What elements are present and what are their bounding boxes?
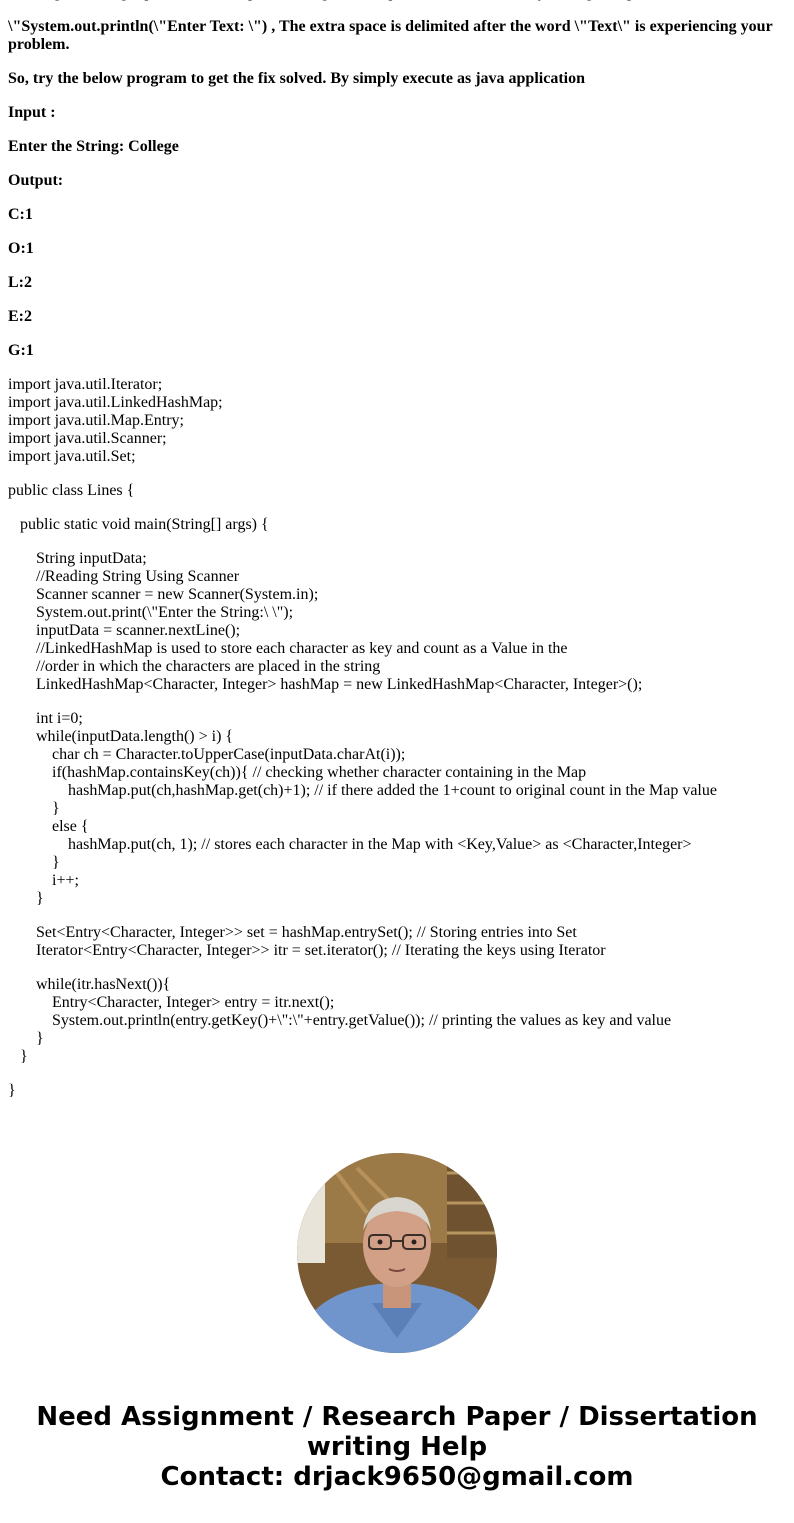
article-content (8, 0, 786, 1100)
output-line-o: O:1 (8, 240, 34, 257)
code-block-loop: int i=0; while(inputData.length() > i) { char ch = Character.toUpperCase(inputData.charAt(i)); if(hashMap.containsKey(ch)){ // checking whether character containing in the Map hashMap.put(ch,hashMap.get(ch)+1); // if there added the 1+count to original count in the Map value } else { hashMap.put(ch, 1); // stores each character in the Map with <Key,Value> as <Character,Integer> } i++; } (36, 710, 717, 907)
output-line-g: G:1 (8, 342, 34, 359)
code-class-close: } (8, 1082, 16, 1099)
output-line-c: C:1 (8, 206, 33, 223)
output-line-l: L:2 (8, 274, 32, 291)
intro-text-partial (8, 0, 786, 2)
input-label: Input : (8, 104, 56, 121)
problem-explanation: \"System.out.println(\"Enter Text: \") , The extra space is delimited after the word \"Text\" is experiencing your problem. (8, 18, 773, 53)
output-line-e: E:2 (8, 308, 32, 325)
input-value: Enter the String: College (8, 138, 179, 155)
code-imports: import java.util.Iterator; import java.util.LinkedHashMap; import java.util.Map.Entry; import java.util.Scanner; import java.util.Set; (8, 376, 223, 465)
solution-intro: So, try the below program to get the fix solved. By simply execute as java application (8, 70, 585, 87)
banner-line-2: writing Help (306, 1432, 488, 1462)
assignment-help-banner (0, 1402, 794, 1492)
author-portrait-image (297, 1153, 497, 1353)
author-avatar (297, 1153, 497, 1353)
banner-contact-email[interactable]: Contact: drjack9650@gmail.com (160, 1462, 634, 1492)
code-main-declaration: public static void main(String[] args) { (8, 516, 269, 533)
output-label: Output: (8, 172, 64, 189)
banner-line-1: Need Assignment / Research Paper / Dissertation (36, 1402, 758, 1432)
code-block-entries: Set<Entry<Character, Integer>> set = hashMap.entrySet(); // Storing entries into Set Iterator<Entry<Character, Integer>> itr = set.iterator(); // Iterating the keys using Iterator (36, 924, 606, 959)
code-block-print: while(itr.hasNext()){ Entry<Character, Integer> entry = itr.next(); System.out.println(entry.getKey()+\":\"+entry.getValue()); // printing the values as key and value } } (20, 976, 672, 1065)
code-class-declaration: public class Lines { (8, 482, 135, 499)
code-block-input: String inputData; //Reading String Using Scanner Scanner scanner = new Scanner(System.in); System.out.print(\"Enter the String:\ \"); inputData = scanner.nextLine(); //LinkedHashMap is used to store each character as key and count as a Value in the //order in which the characters are placed in the string LinkedHashMap<Character, Integer> hashMap = new LinkedHashMap<Character, Integer>(); (36, 550, 643, 693)
